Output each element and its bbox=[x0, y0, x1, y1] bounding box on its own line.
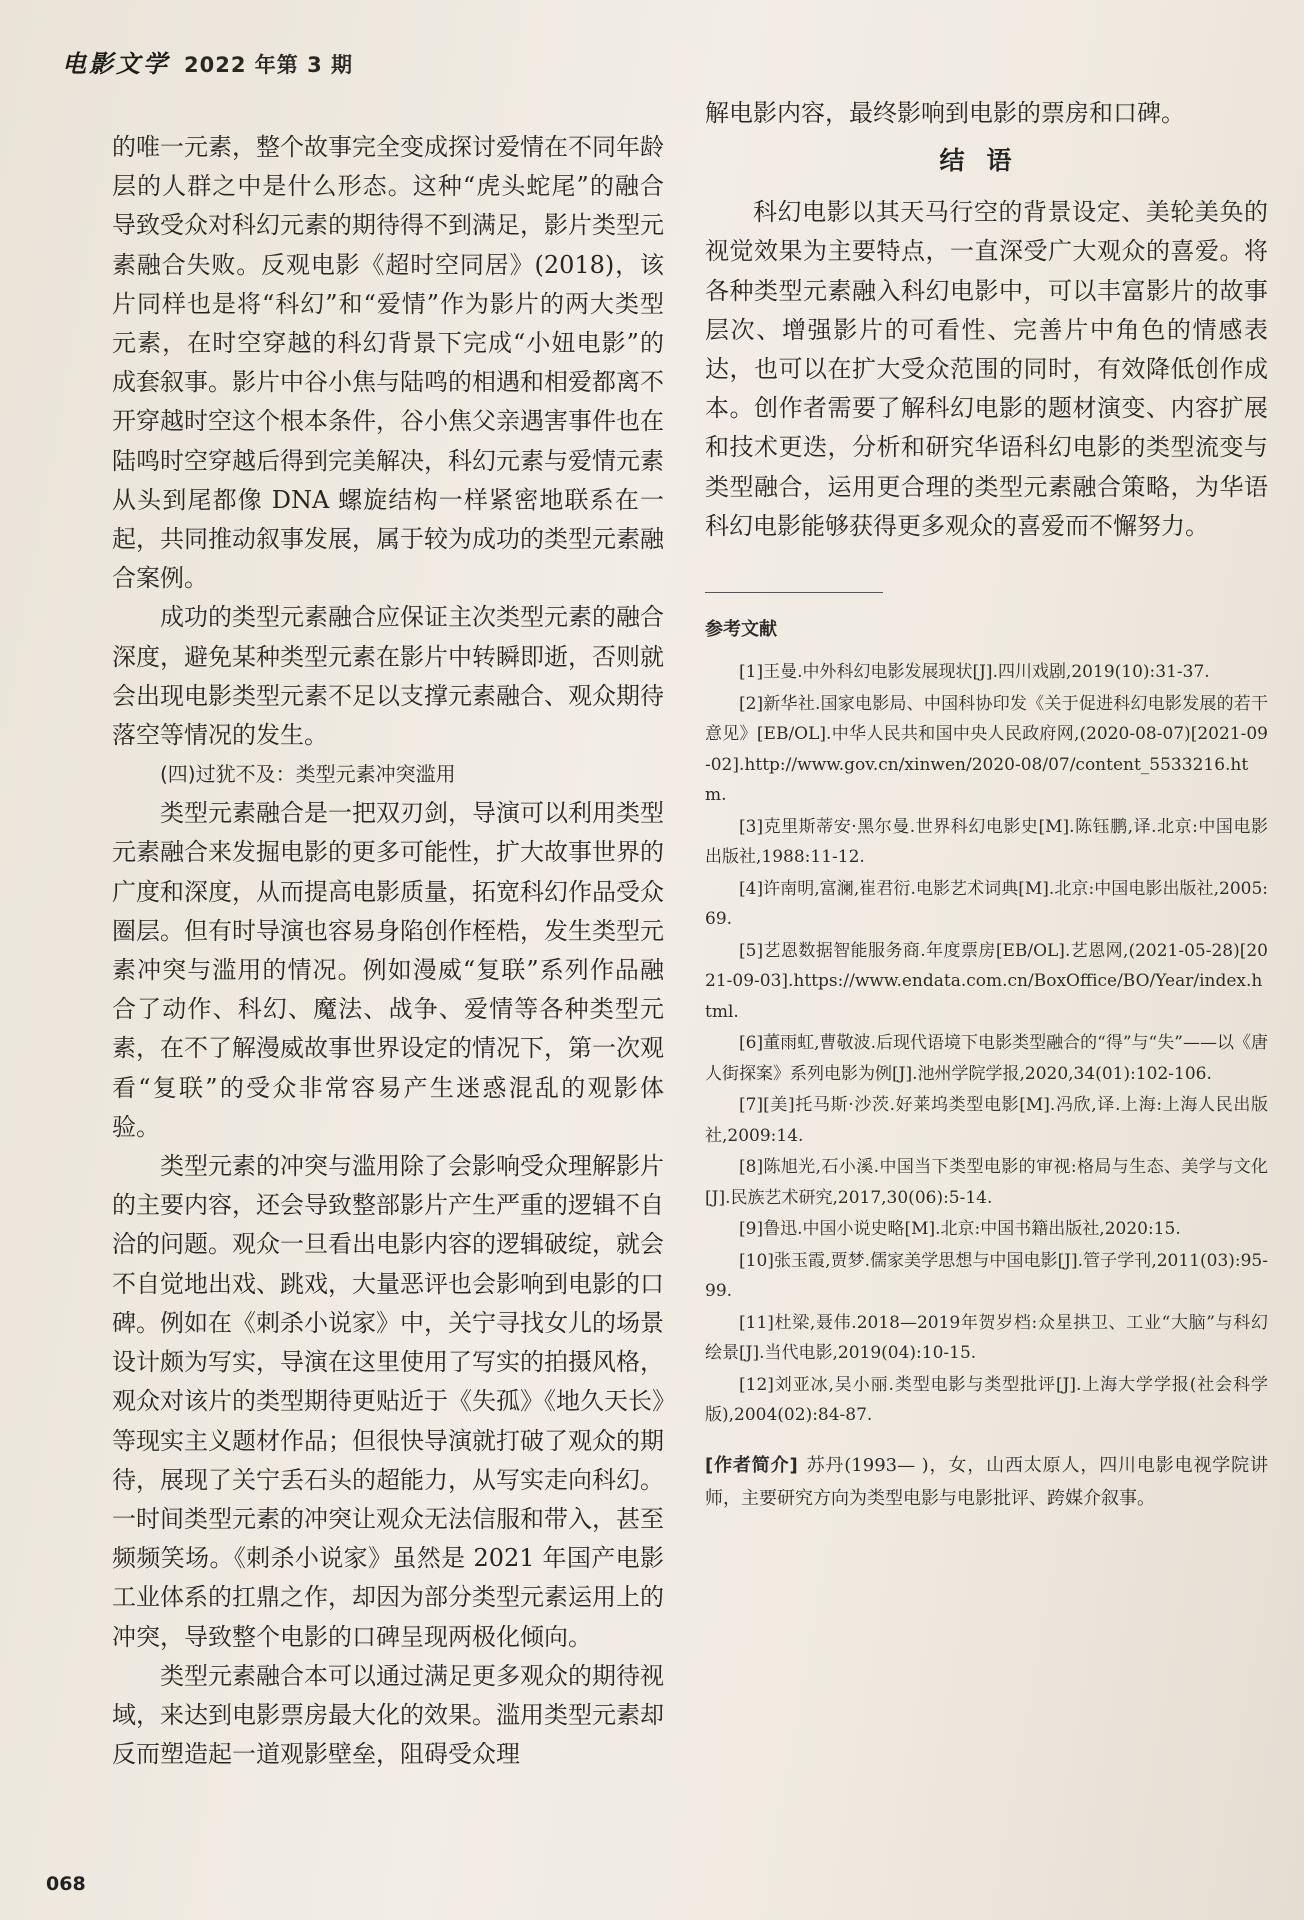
issue-label: 2022 年第 3 期 bbox=[184, 53, 353, 77]
page-number: 068 bbox=[46, 1873, 86, 1895]
reference-item: [3]克里斯蒂安·黑尔曼.世界科幻电影史[M].陈钰鹏,译.北京:中国电影出版社,1988:11-12. bbox=[705, 816, 1268, 868]
paragraph: 科幻电影以其天马行空的背景设定、美轮美奂的视觉效果为主要特点，一直深受广大观众的喜爱。将各种类型元素融入科幻电影中，可以丰富影片的故事层次、增强影片的可看性、完善片中角色的情感表达，也可以在扩大受众范围的同时，有效降低创作成本。创作者需要了解科幻电影的题材演变、内容扩展和技术更迭，分析和研究华语科幻电影的类型流变与类型融合，运用更合理的类型元素融合策略，为华语科幻电影能够获得更多观众的喜爱而不懈努力。 bbox=[705, 198, 1268, 540]
journal-logo: 电影文学 bbox=[62, 49, 170, 78]
references-title: 参考文献 bbox=[705, 619, 777, 641]
reference-item: [4]许南明,富澜,崔君衍.电影艺术词典[M].北京:中国电影出版社,2005:69. bbox=[705, 878, 1268, 930]
reference-item: [8]陈旭光,石小溪.中国当下类型电影的审视:格局与生态、美学与文化[J].民族艺术研究,2017,30(06):5-14. bbox=[705, 1157, 1268, 1208]
paragraph: 类型元素的冲突与滥用除了会影响受众理解影片的主要内容，还会导致整部影片产生严重的逻辑不自洽的问题。观众一旦看出电影内容的逻辑破绽，就会不自觉地出戏、跳戏，大量恶评也会影响到电影的口碑。例如在《刺杀小说家》中，关宁寻找女儿的场景设计颇为写实，导演在这里使用了写实的拍摄风格，观众对该片的类型期待更贴近于《失孤》《地久天长》等现实主义题材作品；但很快导演就打破了观众的期待，展现了关宁丢石头的超能力，从写实走向科幻。一时间类型元素的冲突让观众无法信服和带入，甚至频频笑场。《刺杀小说家》虽然是 2021 年国产电影工业体系的扛鼎之作，却因为部分类型元素运用上的冲突，导致整个电影的口碑呈现两极化倾向。 bbox=[112, 1152, 664, 1651]
subheading: (四)过犹不及：类型元素冲突滥用 bbox=[160, 762, 456, 787]
reference-item: [9]鲁迅.中国小说史略[M].北京:中国书籍出版社,2020:15. bbox=[739, 1219, 1181, 1240]
paragraph: 的唯一元素，整个故事完全变成探讨爱情在不同年龄层的人群之中是什么形态。这种“虎头蛇尾”的融合导致受众对科幻元素的期待得不到满足，影片类型元素融合失败。反观电影《超时空同居》(2018)，该片同样也是将“科幻”和“爱情”作为影片的两大类型元素，在时空穿越的科幻背景下完成“小妞电影”的成套叙事。影片中谷小焦与陆鸣的相遇和相爱都离不开穿越时空这个根本条件，谷小焦父亲遇害事件也在陆鸣时空穿越后得到完美解决，科幻元素与爱情元素从头到尾都像 DNA 螺旋结构一样紧密地联系在一起，共同推动叙事发展，属于较为成功的类型元素融合案例。 bbox=[112, 133, 664, 593]
section-title: 结语 bbox=[939, 146, 1034, 176]
paragraph: 成功的类型元素融合应保证主次类型元素的融合深度，避免某种类型元素在影片中转瞬即逝，否则就会出现电影类型元素不足以支撑元素融合、观众期待落空等情况的发生。 bbox=[112, 603, 664, 750]
paragraph: 解电影内容，最终影响到电影的票房和口碑。 bbox=[705, 99, 1185, 127]
author-bio-block bbox=[705, 1449, 1268, 1515]
reference-item: [12]刘亚冰,吴小丽.类型电影与类型批评[J].上海大学学报(社会科学版),2004(02):84-87. bbox=[705, 1374, 1268, 1426]
reference-item: [6]董雨虹,曹敬波.后现代语境下电影类型融合的“得”与“失”——以《唐人街探案》系列电影为例[J].池州学院学报,2020,34(01):102-106. bbox=[705, 1033, 1268, 1084]
reference-item: [10]张玉霞,贾梦.儒家美学思想与中国电影[J].管子学刊,2011(03):95-99. bbox=[705, 1250, 1268, 1302]
running-header bbox=[62, 44, 353, 84]
reference-item: [5]艺恩数据智能服务商.年度票房[EB/OL].艺恩网,(2021-05-28)[2021-09-03].https://www.endata.com.cn/BoxOffice/BO/Year/index.html. bbox=[705, 940, 1268, 1022]
paragraph: 类型元素融合本可以通过满足更多观众的期待视域，来达到电影票房最大化的效果。滥用类型元素却反而塑造起一道观影壁垒，阻碍受众理 bbox=[112, 1661, 664, 1769]
reference-item: [7][美]托马斯·沙茨.好莱坞类型电影[M].冯欣,译.上海:上海人民出版社,2009:14. bbox=[705, 1095, 1268, 1146]
references-list bbox=[705, 657, 1268, 1431]
author-bio: 苏丹(1993— )，女，山西太原人，四川电影电视学院讲师，主要研究方向为类型电影与电影批评、跨媒介叙事。 bbox=[705, 1454, 1269, 1509]
reference-item: [2]新华社.国家电影局、中国科协印发《关于促进科幻电影发展的若干意见》[EB/OL].中华人民共和国中央人民政府网,(2020-08-07)[2021-09-02].http://www.gov.cn/xinwen/2020-08/07/content_5533216.htm. bbox=[705, 693, 1268, 806]
right-column bbox=[705, 94, 1268, 1515]
paragraph: 类型元素融合是一把双刃剑，导演可以利用类型元素融合来发掘电影的更多可能性，扩大故事世界的广度和深度，从而提高电影质量，拓宽科幻作品受众圈层。但有时导演也容易身陷创作桎梏，发生类型元素冲突与滥用的情况。例如漫威“复联”系列作品融合了动作、科幻、魔法、战争、爱情等各种类型元素，在不了解漫威故事世界设定的情况下，第一次观看“复联”的受众非常容易产生迷惑混乱的观影体验。 bbox=[112, 799, 664, 1141]
author-label: [作者简介] bbox=[705, 1454, 798, 1476]
divider bbox=[705, 592, 883, 593]
reference-item: [1]王曼.中外科幻电影发展现状[J].四川戏剧,2019(10):31-37. bbox=[739, 662, 1210, 683]
reference-item: [11]杜梁,聂伟.2018—2019年贺岁档:众星拱卫、工业“大脑”与科幻绘景[J].当代电影,2019(04):10-15. bbox=[705, 1312, 1268, 1364]
left-column bbox=[112, 128, 664, 1774]
